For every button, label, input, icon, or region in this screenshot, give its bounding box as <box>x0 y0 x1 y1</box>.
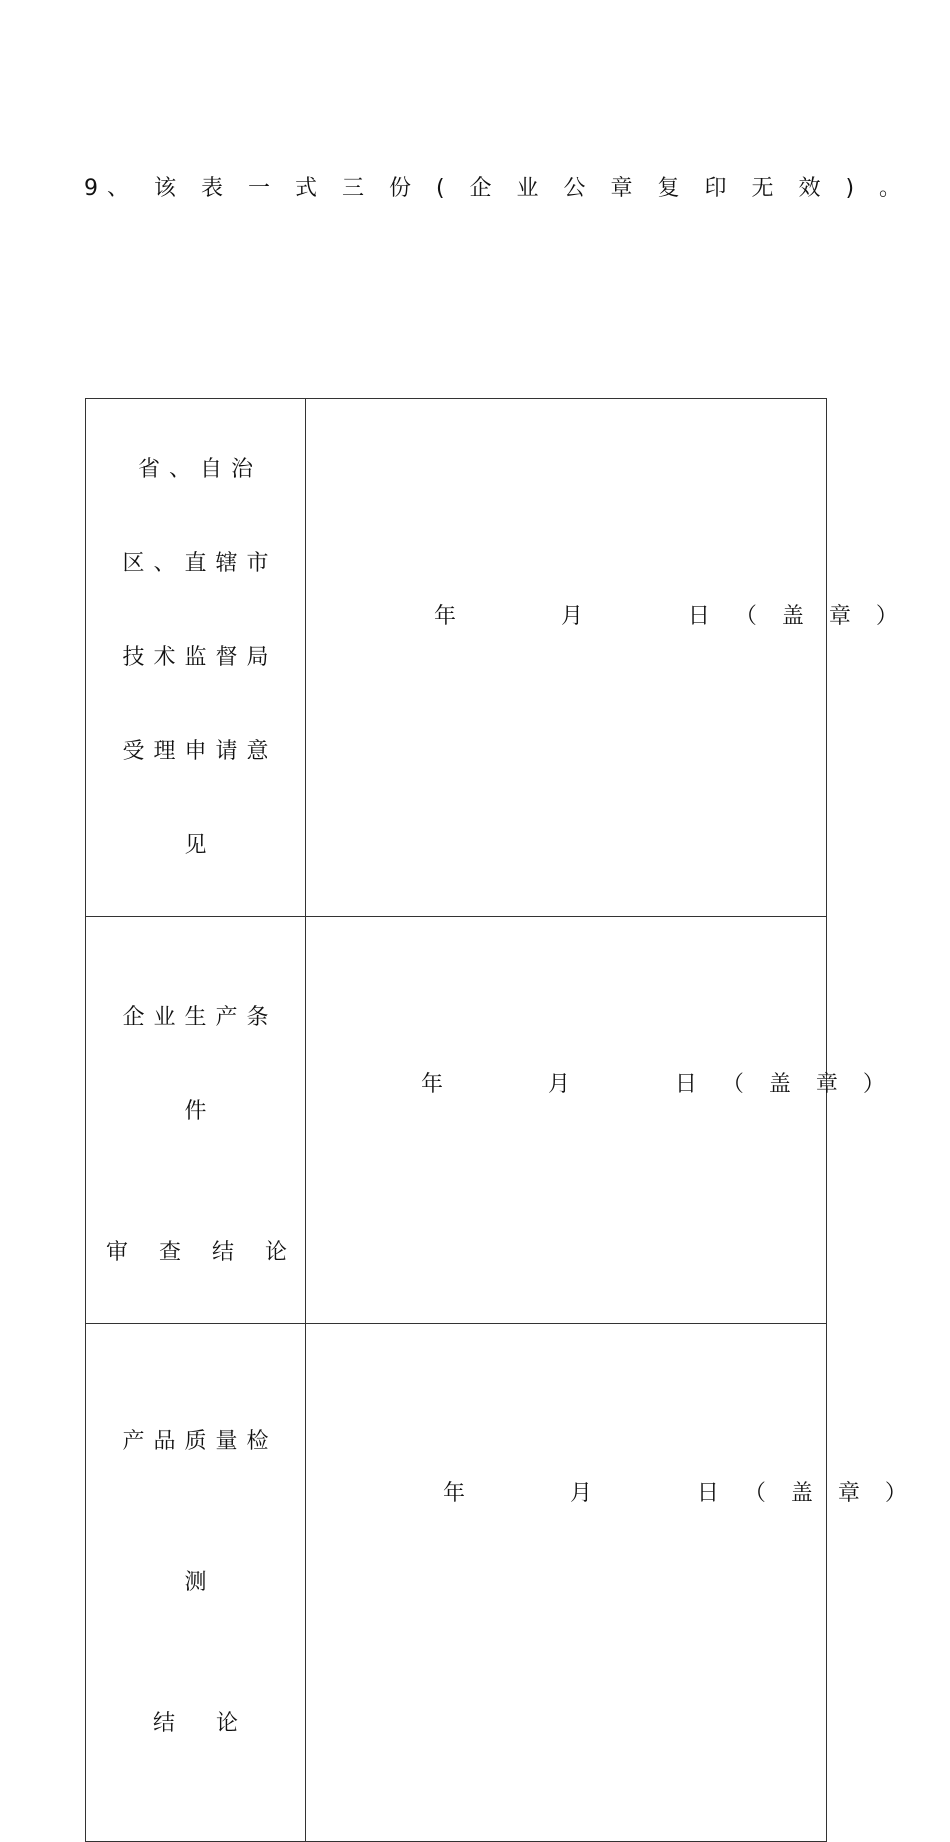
table-row <box>86 1324 827 1842</box>
label-line: 技术监督局 <box>122 645 278 670</box>
row-label <box>86 399 305 916</box>
sign-cell-acceptance-opinion[interactable] <box>306 399 907 917</box>
label-cell-quality-test <box>86 1324 306 1842</box>
date-seal-line: 年 月 日 （ 盖 章 ） <box>443 1481 916 1506</box>
table-row <box>86 399 827 917</box>
label-char: 审 <box>106 1240 129 1265</box>
label-line: 省、自治 <box>137 457 262 482</box>
sign-cell-quality-test[interactable] <box>306 1324 916 1842</box>
approval-form-table <box>85 398 916 1842</box>
table-row <box>86 917 827 1324</box>
label-char: 查 <box>158 1240 181 1265</box>
date-seal-line: 年 月 日 （ 盖 章 ） <box>434 604 907 629</box>
row-label-spread <box>86 1182 305 1323</box>
sign-cell-production-review[interactable] <box>306 917 894 1324</box>
label-cell-acceptance-opinion <box>86 399 306 917</box>
label-char: 论 <box>264 1240 287 1265</box>
row-label <box>86 1324 305 1841</box>
label-line: 企业生产条 <box>122 1005 278 1030</box>
label-line: 测 <box>184 1570 216 1595</box>
label-cell-production-review <box>86 917 306 1324</box>
date-seal-line: 年 月 日 （ 盖 章 ） <box>421 1072 894 1097</box>
label-line: 见 <box>184 833 216 858</box>
label-char: 结 <box>211 1240 234 1265</box>
label-line: 区、直辖市 <box>122 551 278 576</box>
label-line: 受理申请意 <box>122 739 278 764</box>
label-line: 产品质量检 <box>122 1429 278 1454</box>
label-line: 件 <box>184 1099 216 1124</box>
row-label <box>86 917 305 1182</box>
label-line: 结 论 <box>153 1711 247 1736</box>
instruction-note: 9、 该 表 一 式 三 份 ( 企 业 公 章 复 印 无 效 ) 。 <box>84 176 911 201</box>
